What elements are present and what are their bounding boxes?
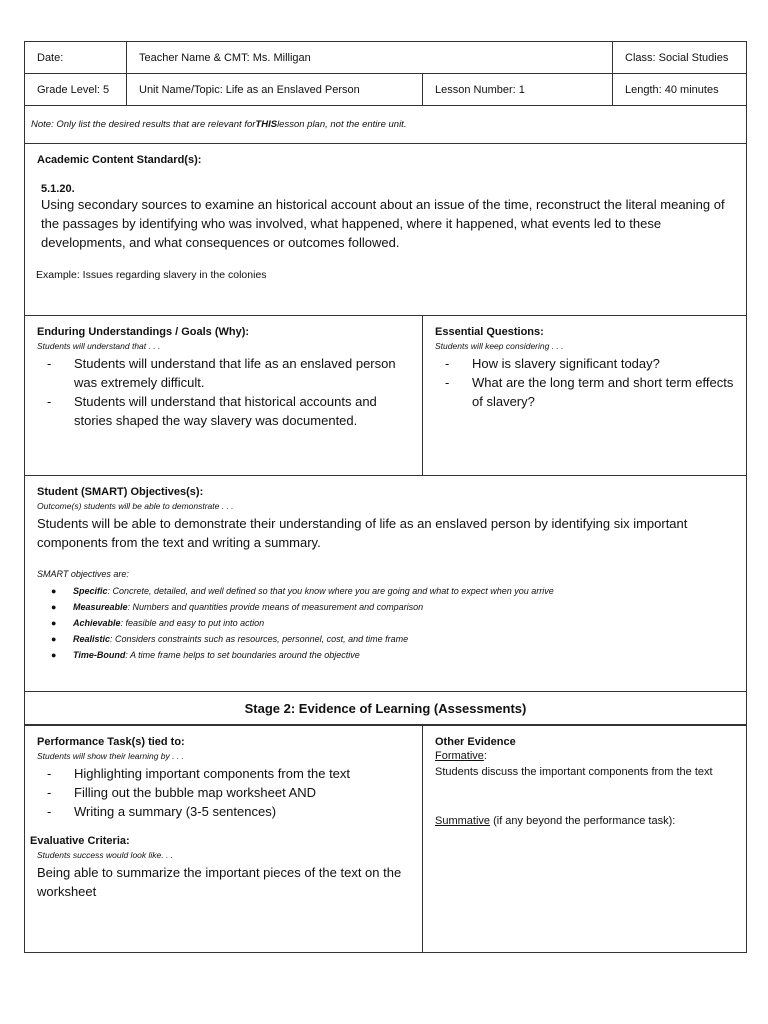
understandings-heading: Enduring Understandings / Goals (Why): bbox=[37, 326, 250, 338]
length-cell bbox=[612, 74, 746, 105]
smart-term: Realistic bbox=[73, 634, 111, 644]
smart-term: Measureable bbox=[73, 602, 128, 612]
questions-cell bbox=[422, 316, 746, 475]
bullet-icon: ● bbox=[51, 650, 57, 660]
performance-list bbox=[47, 764, 410, 821]
class-cell bbox=[612, 42, 746, 73]
unit-cell bbox=[126, 74, 422, 105]
objectives-hint: Outcome(s) students will be able to demonstrate . . . bbox=[37, 501, 234, 511]
summative-suffix: (if any beyond the performance task): bbox=[490, 815, 676, 827]
standards-section bbox=[24, 144, 747, 316]
stage2-row bbox=[24, 692, 747, 726]
note-prefix: Note: Only list the desired results that are relevant for bbox=[31, 119, 256, 130]
unit-label: Unit Name/Topic: Life as an Enslaved Person bbox=[139, 83, 360, 96]
grade-label: Grade Level: 5 bbox=[37, 83, 110, 96]
understandings-list bbox=[47, 354, 410, 430]
question-item: - What are the long term and short term effects of slavery? bbox=[445, 373, 734, 411]
smart-item-measureable bbox=[51, 599, 734, 615]
formative-label: Formative bbox=[435, 750, 484, 762]
understanding-item: - Students will understand that historical accounts and stories shaped the way slavery was documented. bbox=[47, 392, 410, 430]
performance-item: - Writing a summary (3-5 sentences) bbox=[47, 802, 410, 821]
questions-list bbox=[445, 354, 734, 411]
smart-desc: : Considers constraints such as resources, personnel, cost, and time frame bbox=[110, 634, 409, 644]
smart-term: Time-Bound bbox=[73, 650, 126, 660]
smart-item-time-bound bbox=[51, 647, 734, 663]
note-emphasis: THIS bbox=[255, 119, 278, 130]
bullet-icon: ● bbox=[51, 586, 57, 596]
understanding-item: - Students will understand that life as an enslaved person was extremely difficult. bbox=[47, 354, 410, 392]
header-row-1 bbox=[24, 41, 747, 74]
smart-item-realistic bbox=[51, 631, 734, 647]
smart-item-specific bbox=[51, 583, 734, 599]
grade-cell bbox=[25, 74, 126, 105]
note-suffix: lesson plan, not the entire unit. bbox=[277, 119, 407, 130]
note-text bbox=[25, 106, 746, 143]
note-row bbox=[24, 106, 747, 144]
lesson-plan-document bbox=[24, 41, 747, 953]
standard-code: 5.1.20. bbox=[41, 183, 75, 195]
questions-hint: Students will keep considering . . . bbox=[435, 341, 564, 351]
criteria-text: Being able to summarize the important pieces of the text on the worksheet bbox=[37, 865, 402, 899]
summative-label: Summative bbox=[435, 815, 491, 827]
smart-desc: : feasible and easy to put into action bbox=[120, 618, 265, 628]
date-cell bbox=[25, 42, 126, 73]
formative-colon: : bbox=[483, 750, 487, 762]
class-label: Class: Social Studies bbox=[625, 51, 729, 64]
smart-term: Specific bbox=[73, 586, 108, 596]
bullet-icon: ● bbox=[51, 634, 57, 644]
criteria-heading: Evaluative Criteria: bbox=[30, 835, 130, 847]
teacher-label: Teacher Name & CMT: Ms. Milligan bbox=[139, 51, 311, 64]
standards-heading: Academic Content Standard(s): bbox=[37, 154, 202, 166]
performance-heading: Performance Task(s) tied to: bbox=[37, 736, 185, 748]
smart-intro: SMART objectives are: bbox=[37, 569, 129, 579]
stage2-title: Stage 2: Evidence of Learning (Assessments) bbox=[244, 700, 527, 716]
questions-heading: Essential Questions: bbox=[435, 326, 544, 338]
smart-desc: : Numbers and quantities provide means of measurement and comparison bbox=[127, 602, 424, 612]
smart-desc: : A time frame helps to set boundaries around the objective bbox=[125, 650, 360, 660]
smart-item-achievable bbox=[51, 615, 734, 631]
understandings-cell bbox=[25, 316, 422, 475]
smart-desc: : Concrete, detailed, and well defined so that you know where you are going and what to expect when you arrive bbox=[107, 586, 554, 596]
other-evidence-cell bbox=[422, 726, 746, 952]
standard-text: Using secondary sources to examine an historical account about an issue of the time, reconstruct the literal meaning of the passages by identifying who was involved, what happened, where it happened, what events led to these developments, and what consequences or outcomes followed. bbox=[41, 197, 725, 250]
header-row-2 bbox=[24, 74, 747, 106]
lesson-cell bbox=[422, 74, 612, 105]
bullet-icon: ● bbox=[51, 602, 57, 612]
summative-line bbox=[435, 815, 734, 827]
smart-term: Achievable bbox=[73, 618, 121, 628]
lesson-label: Lesson Number: 1 bbox=[435, 83, 525, 96]
performance-hint: Students will show their learning by . . . bbox=[37, 751, 184, 761]
other-evidence-heading: Other Evidence bbox=[435, 736, 516, 748]
standard-example: Example: Issues regarding slavery in the colonies bbox=[36, 269, 267, 281]
objectives-text: Students will be able to demonstrate their understanding of life as an enslaved person by identifying six important components from the text and writing a summary. bbox=[37, 516, 688, 550]
performance-cell bbox=[25, 726, 422, 952]
objectives-heading: Student (SMART) Objectives(s): bbox=[37, 486, 204, 498]
question-item: - How is slavery significant today? bbox=[445, 354, 734, 373]
length-label: Length: 40 minutes bbox=[625, 83, 719, 96]
bullet-icon: ● bbox=[51, 618, 57, 628]
performance-item: - Highlighting important components from the text bbox=[47, 764, 410, 783]
performance-item: - Filling out the bubble map worksheet AND bbox=[47, 783, 410, 802]
formative-line bbox=[435, 750, 734, 762]
teacher-cell bbox=[126, 42, 612, 73]
objectives-section bbox=[24, 476, 747, 692]
smart-list bbox=[51, 583, 734, 663]
formative-text: Students discuss the important components from the text bbox=[435, 766, 713, 778]
understandings-row bbox=[24, 316, 747, 476]
assessment-row bbox=[24, 726, 747, 953]
date-label: Date: bbox=[37, 51, 64, 64]
understandings-hint: Students will understand that . . . bbox=[37, 341, 161, 351]
criteria-hint: Students success would look like. . . bbox=[37, 850, 174, 860]
